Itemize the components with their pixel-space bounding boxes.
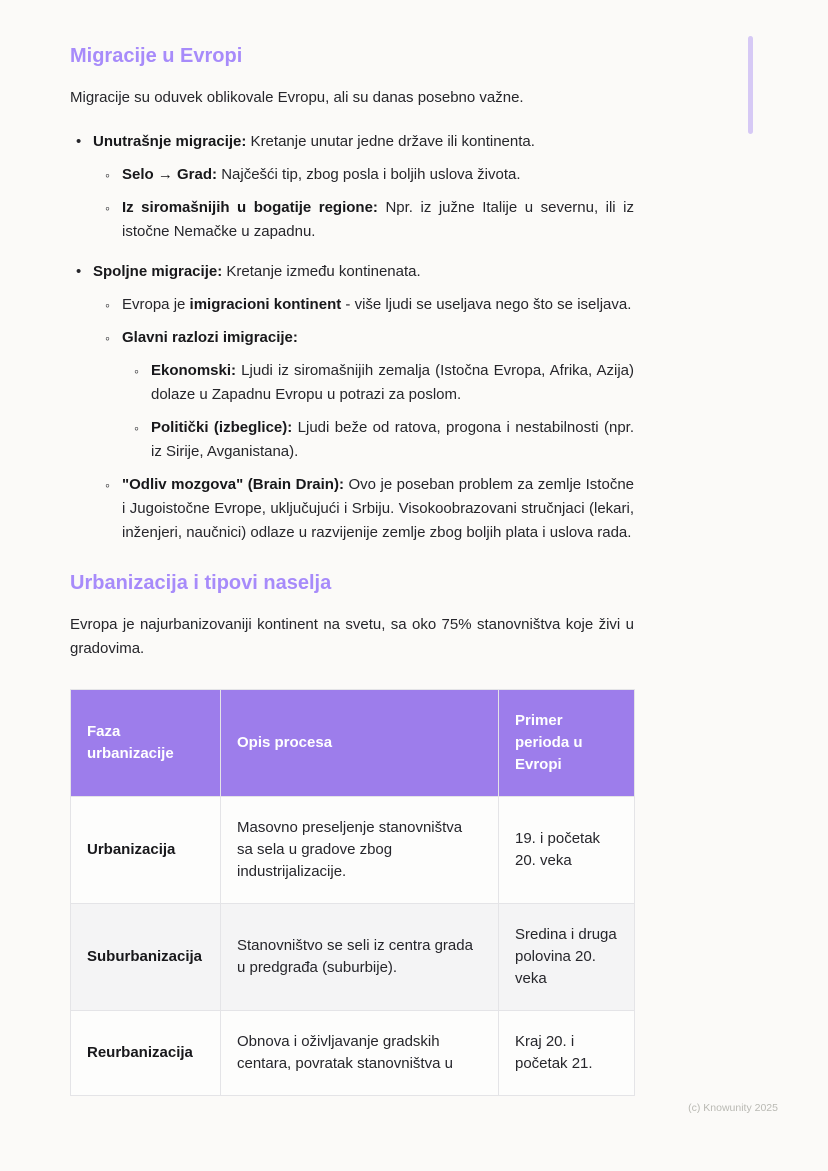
list-item-text bbox=[151, 416, 634, 464]
list-item-body bbox=[93, 260, 634, 545]
list-item-body bbox=[122, 473, 634, 545]
table-cell-description: Masovno preseljenje stanovništva sa sela u gradove zbog industrijalizacije. bbox=[221, 797, 499, 904]
bullet-circle-icon: ◦ bbox=[105, 330, 110, 346]
list-item-body bbox=[122, 326, 634, 464]
term-label: Politički (izbeglice): bbox=[151, 419, 293, 436]
term-label: Selo → Grad: bbox=[122, 166, 218, 183]
list-item-text bbox=[93, 130, 634, 154]
term-label: Spoljne migracije: bbox=[93, 263, 223, 280]
term-text: Ljudi beže od ratova, progona i nestabilnosti (npr. iz Sirije, Avganistana). bbox=[151, 419, 634, 460]
term-label: Ekonomski: bbox=[151, 362, 237, 379]
table-header-cell-primer: Primer perioda u Evropi bbox=[499, 690, 635, 797]
bullet-circle-icon: ◦ bbox=[134, 363, 139, 379]
table-cell-phase: Suburbanizacija bbox=[71, 904, 221, 1011]
list-item-text bbox=[122, 163, 634, 187]
list-item-body bbox=[122, 293, 634, 317]
term-text: Npr. iz južne Italije u severnu, ili iz istočne Nemačke u zapadnu. bbox=[122, 199, 634, 240]
term-label: "Odliv mozgova" (Brain Drain): bbox=[122, 476, 344, 493]
table-cell-period: Sredina i druga polovina 20. veka bbox=[499, 904, 635, 1011]
term-label: Glavni razlozi imigracije: bbox=[122, 329, 298, 346]
list-item-text bbox=[122, 473, 634, 545]
bullet-disc-icon: • bbox=[76, 133, 82, 150]
table-cell-period: Kraj 20. i početak 21. bbox=[499, 1011, 635, 1096]
list-item-text bbox=[151, 359, 634, 407]
table-row bbox=[71, 797, 635, 904]
list-item-body bbox=[151, 359, 634, 407]
watermark: (c) Knowunity 2025 bbox=[688, 1102, 778, 1114]
bullet-circle-icon: ◦ bbox=[134, 420, 139, 436]
urbanization-table bbox=[70, 689, 635, 1096]
list-item-politicki bbox=[134, 416, 634, 464]
section-title-urbanizacija: Urbanizacija i tipovi naselja bbox=[70, 572, 332, 594]
term-label: Iz siromašnijih u bogatije regione: bbox=[122, 199, 378, 216]
list-item-selo-grad bbox=[105, 163, 634, 187]
section-title-migracije: Migracije u Evropi bbox=[70, 45, 243, 67]
term-text: Kretanje unutar jedne države ili kontinenta. bbox=[246, 133, 535, 150]
term-label: Unutrašnje migracije: bbox=[93, 133, 247, 150]
list-item-regioni bbox=[105, 196, 634, 244]
migration-intro: Migracije su oduvek oblikovale Evropu, ali su danas posebno važne. bbox=[70, 89, 524, 106]
term-text: Ljudi iz siromašnijih zemalja (Istočna Evropa, Afrika, Azija) dolaze u Zapadnu Evropu u potrazi za poslom. bbox=[151, 362, 634, 403]
table-row bbox=[71, 1011, 635, 1096]
list-item-body bbox=[93, 130, 634, 244]
term-text: Ovo je poseban problem za zemlje Istočne i Jugoistočne Evrope, uključujući i Srbiju. Visokoobrazovani stručnjaci (lekari, inženjeri, naučnici) odlaze u razvijenije zemlje zbog boljih plata i uslova rada. bbox=[122, 476, 634, 541]
migration-list bbox=[70, 130, 634, 545]
scrollbar-thumb[interactable] bbox=[748, 36, 753, 134]
table-header bbox=[71, 690, 635, 797]
note-content bbox=[70, 44, 634, 1096]
bullet-circle-icon: ◦ bbox=[105, 167, 110, 183]
list-item-text bbox=[122, 196, 634, 244]
list-item-text bbox=[122, 293, 634, 317]
list-item-body bbox=[122, 163, 634, 187]
list-item-spoljne bbox=[76, 260, 634, 545]
bullet-circle-icon: ◦ bbox=[105, 477, 110, 493]
term-text: - više ljudi se useljava nego što se iseljava. bbox=[341, 296, 632, 313]
bullet-circle-icon: ◦ bbox=[105, 297, 110, 313]
table-cell-phase: Reurbanizacija bbox=[71, 1011, 221, 1096]
term-text: Najčešći tip, zbog posla i boljih uslova života. bbox=[217, 166, 521, 183]
term-label: imigracioni kontinent bbox=[189, 296, 342, 313]
table-cell-period: 19. i početak 20. veka bbox=[499, 797, 635, 904]
term-text: Kretanje između kontinenata. bbox=[222, 263, 421, 280]
table-header-cell-opis: Opis procesa bbox=[221, 690, 499, 797]
table-row bbox=[71, 904, 635, 1011]
table-body bbox=[71, 797, 635, 1096]
bullet-circle-icon: ◦ bbox=[105, 200, 110, 216]
list-item-unutrasnje bbox=[76, 130, 634, 244]
list-item-odliv-mozgova bbox=[105, 473, 634, 545]
table-cell-description: Stanovništvo se seli iz centra grada u predgrađa (suburbije). bbox=[221, 904, 499, 1011]
list-item-body bbox=[151, 416, 634, 464]
table-cell-description: Obnova i oživljavanje gradskih centara, povratak stanovništva u bbox=[221, 1011, 499, 1096]
list-item-glavni-razlozi bbox=[105, 326, 634, 464]
table-cell-phase: Urbanizacija bbox=[71, 797, 221, 904]
list-item-text bbox=[93, 260, 634, 284]
urbanization-intro: Evropa je najurbanizovaniji kontinent na svetu, sa oko 75% stanovništva koje živi u gradovima. bbox=[70, 616, 634, 657]
list-item-text bbox=[122, 326, 634, 350]
term-text: Evropa je bbox=[122, 296, 190, 313]
table-header-cell-faza: Faza urbanizacije bbox=[71, 690, 221, 797]
list-item-ekonomski bbox=[134, 359, 634, 407]
bullet-disc-icon: • bbox=[76, 263, 82, 280]
list-item-imigracioni bbox=[105, 293, 634, 317]
list-item-body bbox=[122, 196, 634, 244]
